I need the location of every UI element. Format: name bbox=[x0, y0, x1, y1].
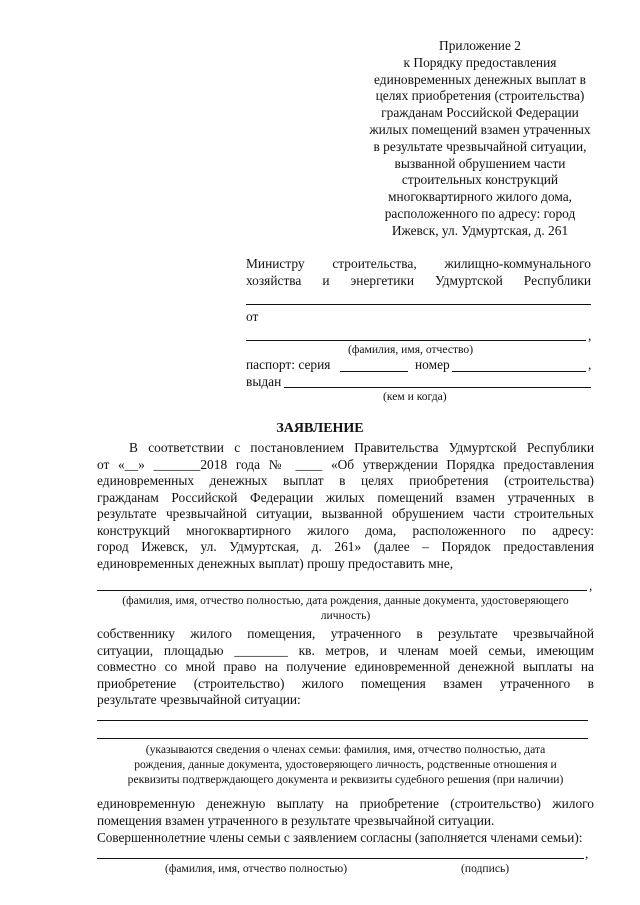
comma: , bbox=[588, 357, 592, 372]
applicant-caption bbox=[97, 593, 594, 623]
appendix-header bbox=[340, 38, 620, 240]
appendix-line: Ижевск, ул. Удмуртская, д. 261 bbox=[391, 222, 569, 238]
addressee-line: Министру строительства, жилищно-коммунального bbox=[246, 256, 591, 271]
comma: , bbox=[589, 578, 593, 593]
text-line: единовременную денежную выплату на приобретение (строительство) жилого bbox=[97, 796, 594, 811]
from-label: от bbox=[246, 309, 259, 324]
issued-caption: (кем и когда) bbox=[383, 390, 447, 403]
comma: , bbox=[585, 846, 589, 861]
consent-line: Совершеннолетние члены семьи с заявлением согласны (заполняется членами семьи): bbox=[97, 830, 583, 845]
appendix-line: гражданам Российской Федерации bbox=[381, 105, 579, 121]
family-signature-field[interactable] bbox=[97, 858, 584, 859]
document-title: ЗАЯВЛЕНИЕ bbox=[276, 421, 364, 436]
text-line: от «__» _______2018 года № ____ «Об утверждении Порядка предоставления bbox=[97, 456, 594, 472]
appendix-line: строительных конструкций bbox=[401, 172, 559, 188]
appendix-line: к Порядку предоставления bbox=[403, 54, 557, 70]
caption-line: (указываются сведения о членах семьи: фамилия, имя, отчество полностью, дата bbox=[145, 743, 546, 756]
passport-number-field[interactable] bbox=[452, 371, 586, 372]
text-line: единовременных денежных выплат в целях приобретения (строительства) bbox=[97, 473, 594, 488]
bottom-fio-caption: (фамилия, имя, отчество полностью) bbox=[165, 862, 348, 875]
caption-line: реквизиты подтверждающего документа и реквизиты судебного решения (при наличии) bbox=[127, 773, 564, 786]
appendix-line: многоквартирного жилого дома, bbox=[387, 189, 572, 205]
appendix-line: единовременных денежных выплат в bbox=[374, 71, 586, 87]
fio-field[interactable] bbox=[246, 340, 586, 341]
addressee-line: хозяйства и энергетики Удмуртской Республики bbox=[246, 273, 591, 288]
family-field-2[interactable] bbox=[97, 738, 588, 739]
text-line: приобретение (строительство) жилого помещения взамен утраченного в bbox=[97, 675, 594, 691]
text-line: совместно со мной право на получение единовременной денежной выплаты на bbox=[97, 659, 594, 674]
comma: , bbox=[588, 328, 592, 343]
text-line: результате чрезвычайной ситуации: bbox=[97, 692, 301, 707]
addressee-block bbox=[246, 255, 591, 289]
paragraph-1 bbox=[97, 440, 594, 572]
family-caption bbox=[97, 742, 594, 787]
text-line: город Ижевск, ул. Удмуртская, д. 261» (далее – Порядок предоставления bbox=[97, 539, 594, 554]
appendix-line: расположенного по адресу: город bbox=[384, 205, 576, 221]
text-line: собственнику жилого помещения, утраченного в результате чрезвычайной bbox=[97, 626, 594, 641]
text-line: единовременных денежных выплат) прошу предоставить мне, bbox=[97, 555, 454, 571]
addressee-blank-line[interactable] bbox=[246, 304, 591, 305]
paragraph-3 bbox=[97, 796, 594, 829]
passport-series-field[interactable] bbox=[340, 371, 408, 372]
fio-caption: (фамилия, имя, отчество) bbox=[348, 343, 474, 356]
caption-line: личность) bbox=[320, 609, 371, 622]
caption-line: (фамилия, имя, отчество полностью, дата рождения, данные документа, удостоверяющего bbox=[122, 594, 569, 607]
appendix-line: вызванной обрушением части bbox=[394, 155, 566, 171]
text-line: результате чрезвычайной ситуации, вызванной обрушением части строительных bbox=[97, 506, 594, 521]
appendix-line: жилых помещений взамен утраченных bbox=[369, 121, 591, 137]
passport-series-label: паспорт: серия bbox=[246, 357, 331, 372]
applicant-field[interactable] bbox=[97, 590, 587, 591]
text-line: конструкций многоквартирного жилого дома, расположенного по адресу: bbox=[97, 522, 594, 538]
text-line: В соответствии с постановлением Правительства Удмуртской Республики bbox=[129, 440, 594, 455]
text-line: гражданам Российской Федерации жилых помещений взамен утраченных в bbox=[97, 489, 594, 505]
issued-label: выдан bbox=[246, 374, 282, 389]
paragraph-2 bbox=[97, 626, 594, 709]
appendix-line: Приложение 2 bbox=[439, 38, 521, 53]
appendix-line: в результате чрезвычайной ситуации, bbox=[373, 138, 587, 154]
signature-caption: (подпись) bbox=[461, 862, 510, 875]
caption-line: рождения, данные документа, удостоверяющего личность, родственные отношения и bbox=[134, 758, 557, 771]
family-field-1[interactable] bbox=[97, 720, 588, 721]
appendix-line: целях приобретения (строительства) bbox=[375, 88, 585, 104]
issued-field[interactable] bbox=[284, 387, 591, 388]
text-line: помещения взамен утраченного в результате чрезвычайной ситуации. bbox=[97, 812, 495, 828]
passport-number-label: номер bbox=[415, 357, 450, 372]
text-line: ситуации, площадью ________ кв. метров, и членам моей семьи, имеющим bbox=[97, 642, 594, 658]
